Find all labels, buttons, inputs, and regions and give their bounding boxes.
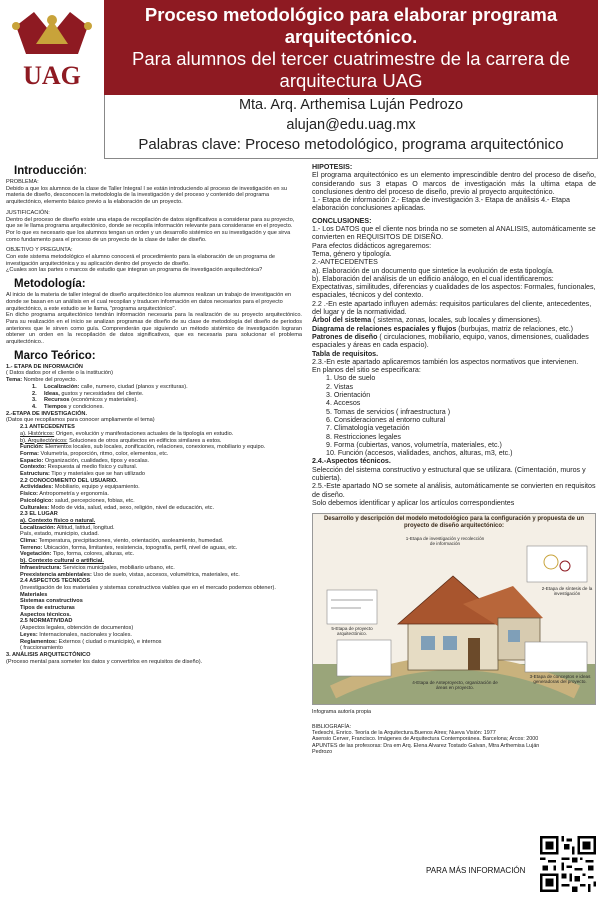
reference-1: Tedeschi, Enrico. Teoría de la Arquitectura.Buenos Aires; Nueva Visión: 1977 bbox=[312, 729, 496, 736]
site-plan-list bbox=[312, 374, 596, 457]
left-column bbox=[6, 163, 302, 665]
site-plan-item: 3. Orientación bbox=[326, 391, 371, 400]
conclusiones-heading: CONCLUSIONES: bbox=[312, 216, 372, 225]
normatividad-text: (Aspectos legales, obtención de documentos) bbox=[20, 625, 134, 632]
tabla-line: Tabla de requisitos. bbox=[312, 349, 379, 358]
poster-header bbox=[0, 0, 600, 95]
metodologia-text-1: Al inicio de la materia de taller integral de diseño arquitectónico los alumnos realizan un trabajo de investigación en donde se basan en un análisis en el cual recopilan y traducen información en datos necesarios para el proyecto arquitectónico, a este estudio se le llama, "programa arquitectónico". bbox=[6, 292, 292, 312]
patrones-line: Patrones de diseño ( circulaciones, mobiliario, equipo, vanos, dimensiones, cualidades espaciales y áreas en cada espacio). bbox=[312, 332, 589, 350]
arquitectonicos-line: b). Arquitectónicos: Soluciones de otros arquitectos en edificios similares a estos. bbox=[20, 437, 222, 444]
sistemas-line: Sistemas constructivos bbox=[20, 598, 83, 605]
intro-heading: Introducción: bbox=[14, 165, 87, 177]
arbol-line: Árbol del sistema ( sistema, zonas, locales, sub locales y dimensiones). bbox=[312, 316, 542, 325]
historicos-line: a). Históricos: Origen, evolución y manifestaciones actuales de la tipología en estudio. bbox=[20, 430, 234, 437]
normatividad-title: 2.5 NORMATIVIDAD bbox=[20, 618, 73, 625]
metodologia-text-2: En dicho programa arquitectónico tendrán información necesaria para la realización de su proyecto arquitectónico. Para su realización en el inicio se analizan programas de diseño de su clase de metodología del diseño de periodos anteriores que le sirven como guía. Comprenderán que siguiendo un método sistémico de investigación lograran obtener un orden en la recopilación de datos significativos, que es necesaria para solucionar el problema arquitectónico.. bbox=[6, 312, 302, 346]
contexto-line: Contexto: Respuesta al medio físico y cultural. bbox=[20, 464, 138, 471]
clima-line: Clima: Temperatura, precipitaciones, viento, orientación, asoleamiento, humedad. bbox=[20, 538, 224, 545]
site-plan-item: 4. Accesos bbox=[326, 399, 361, 408]
etapa-2-title: 2.-ETAPA DE INVESTIGACIÓN. bbox=[6, 410, 88, 417]
objetivo-text-2: ¿Cuales son las partes o marcos de estudio que integran un programa de investigación arquitectónica? bbox=[6, 267, 263, 274]
usuario-title: 2.2 CONOCOMIENTO DEL USUARIO. bbox=[20, 477, 118, 484]
conclusion-p5: a). Elaboración de un documento que sintetice la evolución de esta tipología. bbox=[312, 266, 554, 275]
pais-line: País, estado, municipio, ciudad. bbox=[20, 531, 99, 538]
etapa-1-title: 1.- ETAPA DE INFORMACIÓN bbox=[6, 363, 83, 370]
infraestructura-line: Infraestructura: Servicios municipales, mobiliario urbano, etc. bbox=[20, 564, 175, 571]
etapa-2-sub: (Datos que recopilamos para conocer ampliamente el tema) bbox=[6, 417, 155, 424]
author-box bbox=[104, 95, 598, 159]
infographic-title: Desarrollo y descripción del modelo metodológico para la configuración y propuesta de un proyecto de diseño arquitectónico: bbox=[323, 516, 585, 530]
more-info-label: PARA MÁS INFORMACIÓN bbox=[426, 866, 526, 875]
contexto-cultural-title: b). Contexto cultural o artificial. bbox=[20, 558, 104, 565]
tecnicos-text: (Investigación de los materiales y sistemas constructivos viables que en el mercado podemos obtener). bbox=[20, 584, 276, 591]
site-plan-item: 10. Función (accesos, vialidades, anchos, alturas, m3, etc.) bbox=[326, 449, 513, 458]
hipotesis-text-1: El programa arquitectónico es un elemento imprescindible dentro del proceso de diseño, considerando sus 3 etapas O marcos de investigación más la ultima etapa de conclusiones dentro del proceso de diseño, previo al proyecto arquitectónico. bbox=[312, 171, 596, 196]
psicologico-line: Psicológico: salud, percepciones, fobias, etc. bbox=[20, 497, 135, 504]
site-plan-item: 2. Vistas bbox=[326, 382, 354, 391]
conclusion-p6: b). Elaboración del análisis de un edificio análogo, en el cual identificaremos: Expectativas, similitudes, diferencias y cualidades de los aspectos: Formales, funcionales, espaciales, técnicos y del contexto. bbox=[312, 274, 596, 300]
reglamentos-line: Reglamentos: Externos ( ciudad o municipio), e internos bbox=[20, 638, 162, 645]
site-plan-item: 8. Restricciones legales bbox=[326, 432, 401, 441]
metodologia-heading: Metodología: bbox=[14, 278, 86, 291]
tema-line: Tema: Nombre del proyecto. bbox=[6, 377, 78, 384]
conclusion-p8: 2.3.-En este apartado aplicaremos también los aspectos normativos que intervienen. bbox=[312, 357, 579, 366]
conclusion-p9: En planos del sitio se especificara: bbox=[312, 366, 421, 375]
stage-1-label: 1-Etapa de investigación y recolección de información bbox=[405, 536, 485, 547]
hipotesis-text-2: 1.- Etapa de información 2.- Etapa de investigación 3.- Etapa de análisis 4.- Etapa elaboración conclusiones aplicadas. bbox=[312, 196, 570, 213]
etapa-1-list bbox=[6, 384, 302, 411]
info-item: 1. Localización: calle, numero, ciudad (planos y escrituras). bbox=[32, 383, 188, 390]
right-column bbox=[312, 163, 596, 756]
marco-heading: Marco Teórico: bbox=[14, 349, 96, 362]
stage-3-label: 3-Etapa de conceptos e ideas generadoras del proyecto. bbox=[529, 674, 591, 685]
stage-2-label: 2-Etapa de síntesis de la investigación bbox=[541, 586, 593, 597]
diagrama-line: Diagrama de relaciones espaciales y flujos (burbujas, matriz de relaciones, etc.) bbox=[312, 324, 574, 333]
site-plan-item: 6. Consideraciones al entorno cultural bbox=[326, 415, 446, 424]
terreno-line: Terreno: Ubicación, forma, limitantes, resistencia, topografía, perfil, nivel de aguas, etc. bbox=[20, 544, 238, 551]
justificacion-text-2: Por lo que es necesario que los alumnos tengan un orden y un desarrollo sistémico en su investigación y que sirva como fundamento para el proceso de un proyecto de la clase de taller de diseño. bbox=[6, 229, 291, 243]
objetivo-text-1: Con este sistema metodológico el alumno conocerá el procedimiento para la elaboración de un programa de investigación arquitectónica y su aplicación dentro del proyecto de diseño. bbox=[6, 254, 275, 267]
aspectos-line: Aspectos técnicos. bbox=[20, 611, 71, 618]
etapa-1-sub: ( Datos dados por el cliente o la institución) bbox=[6, 370, 113, 377]
info-item: 2. Ideas, gustos y necesidades del cliente. bbox=[32, 390, 144, 397]
reference-2: Asensio Cerver, Francisco. Imágenes de Arquitectura Contemporánea. Barcelona; Arcos: 2000 bbox=[312, 736, 539, 743]
vegetacion-line: Vegetación: Tipo, forma, colores, alturas, etc. bbox=[20, 551, 135, 558]
info-item: 3. Recursos (económicos y materiales). bbox=[32, 397, 138, 404]
justificacion-text-1: Dentro del proceso de diseño existe una etapa de recopilación de datos significativos a considerar para su proyecto, que se le llama programa arquitectónico, donde se recopila información relevante para considerarse en el proyecto. bbox=[6, 216, 295, 230]
stage-4-label: 4-Etapa de Anteproyecto, organización de áreas en proyecto. bbox=[412, 680, 498, 691]
justificacion-label: JUSTIFICACIÓN: bbox=[6, 209, 50, 216]
hipotesis-heading: HIPOTESIS: bbox=[312, 163, 353, 171]
etapa-3-sub: (Proceso mental para someter los datos y convertirlos en requisitos de diseño). bbox=[6, 658, 203, 665]
fisico-line: Físico: Antropometría y ergonomía. bbox=[20, 491, 109, 498]
estructura-line: Estructura: Tipo y materiales que se han utilizado bbox=[20, 471, 145, 478]
poster-title: Proceso metodológico para elaborar programa arquitectónico. bbox=[144, 4, 558, 47]
conclusion-p1: 1.- Los DATOS que el cliente nos brinda no se someten al ANALISIS, automáticamente se convierten en REQUISITOS DE DISEÑO. bbox=[312, 225, 596, 242]
conclusion-p10: 2.4.-Aspectos técnicos. bbox=[312, 457, 391, 466]
qr-code-icon[interactable] bbox=[540, 836, 596, 892]
conclusion-p7: 2.2 .-En este apartado influyen además: requisitos particulares del cliente, antecedentes, del lugar y de la normatividad. bbox=[312, 299, 592, 317]
contexto-fisico-title: a). Contexto físico o natural. bbox=[20, 517, 96, 524]
keywords: Palabras clave: Proceso metodológico, programa arquitectónico bbox=[138, 136, 564, 153]
site-plan-item: 1. Uso de suelo bbox=[326, 374, 376, 383]
etapa-3-title: 3. ANÁLISIS ARQUITECTÓNICO bbox=[6, 652, 91, 658]
tecnicos-title: 2.4 ASPECTOS TECNICOS bbox=[20, 578, 91, 585]
tipos-line: Tipos de estructuras bbox=[20, 605, 75, 612]
uag-logo bbox=[6, 4, 98, 92]
conclusion-p11: Selección del sistema constructivo y estructural que se utilizara. (Cimentación, muros y cubierta). bbox=[312, 465, 586, 482]
actividades-line: Actividades: Mobiliario, equipo y equipamiento. bbox=[20, 484, 140, 491]
author-email[interactable]: alujan@edu.uag.mx bbox=[286, 117, 416, 133]
localizacion-line: Localización: Altitud, latitud, longitud. bbox=[20, 524, 115, 531]
lugar-title: 2.3 EL LUGAR bbox=[20, 511, 58, 518]
fraccionamiento-line: ( fraccionamiento bbox=[20, 645, 63, 652]
conclusion-p4: 2.-ANTECEDENTES bbox=[312, 258, 378, 267]
funcion-line: Función: Elementos locales, sub locales, zonificación, relaciones, conexiones, mobiliario y equipo. bbox=[20, 444, 266, 451]
culturales-line: Culturales: Modo de vida, salud, edad, sexo, religión, nivel de educación, etc. bbox=[20, 504, 215, 511]
antecedentes-title: 2.1 ANTECEDENTES bbox=[20, 424, 75, 431]
preexistencia-line: Preexistencia ambientales: Uso de suelo, vistas, accesos, volumétrica, materiales, etc. bbox=[20, 571, 240, 578]
stage-5-label: 5-Etapa de proyecto arquitectónico. bbox=[331, 626, 373, 637]
leyes-line: Leyes: Internacionales, nacionales y locales. bbox=[20, 631, 132, 638]
objetivo-label: OBJETIVO Y PREGUNTA: bbox=[6, 247, 73, 254]
conclusion-p12: 2.5.-Este apartado NO se somete al análisis, automáticamente se convierten en requisitos de diseño. bbox=[312, 482, 596, 499]
conclusion-p3: Tema, género y tipología. bbox=[312, 249, 392, 258]
problema-text: Debido a que los alumnos de la clase de Taller Integral I se están introduciendo al proceso de investigación en su materia de diseño, desconocen la metodología de la investigación y del proceso y contenido del programa arquitectónico, elemento básico previo a la elaboración de un proyecto. bbox=[6, 185, 288, 206]
site-plan-item: 9. Forma (cubiertas, vanos, volumetría, materiales, etc.) bbox=[326, 440, 502, 449]
conclusion-p2: Para efectos didácticos agregaremos: bbox=[312, 241, 432, 250]
forma-line: Forma: Volumetría, proporción, ritmo, color, elementos, etc. bbox=[20, 450, 169, 457]
author-name: Mta. Arq. Arthemisa Luján Pedrozo bbox=[238, 97, 464, 113]
reference-3: APUNTES de las profesoras: Dra em Arq. Elena Alvarez Tostado Galvan, Mtra Arthemisa Luján Pedrozo bbox=[312, 742, 540, 756]
conclusion-p13: Solo debemos identificar y aplicar los artículos correspondientes bbox=[312, 498, 515, 507]
espacio-line: Espacio: Organización, cualidades, tipos y escalas. bbox=[20, 457, 150, 464]
logo-text: UAG bbox=[23, 61, 81, 90]
poster-subtitle: Para alumnos del tercer cuatrimestre de la carrera de arquitectura UAG bbox=[131, 48, 571, 91]
materiales-line: Materiales bbox=[20, 591, 48, 598]
title-band bbox=[104, 0, 598, 95]
infographic-caption: Infograma autoría propia bbox=[312, 709, 372, 716]
problema-label: PROBLEMA: bbox=[6, 179, 39, 185]
info-item: 4. Tiempos y condiciones. bbox=[32, 403, 104, 410]
site-plan-item: 7. Climatología vegetación bbox=[326, 424, 410, 433]
bibliografia-heading: BIBLIOGRAFÍA: bbox=[312, 723, 351, 730]
infographic bbox=[312, 513, 596, 705]
site-plan-item: 5. Tomas de servicios ( infraestructura ) bbox=[326, 407, 451, 416]
